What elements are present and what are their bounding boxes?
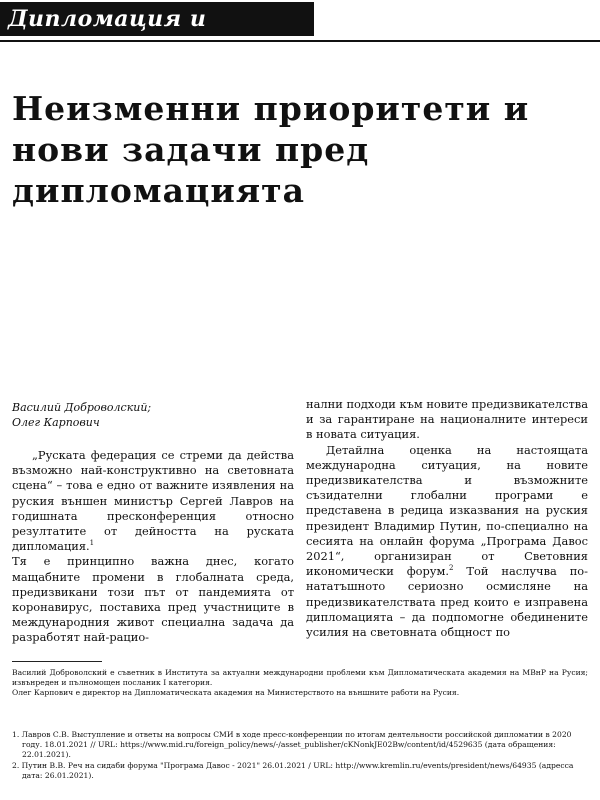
footnote-marker: 2: [449, 564, 454, 573]
body-column-left: [12, 448, 294, 646]
section-label: Дипломация и политика: [0, 2, 314, 36]
article-title: Неизменни приоритети и нови задачи пред дипломацията: [12, 89, 530, 210]
authors: [12, 400, 292, 430]
footnote-divider: [12, 661, 102, 662]
author-note: Олег Карпович е директор на Дипломатическата академия на Министерството на външните работи на Русия.: [12, 688, 460, 698]
footnote-marker: 1: [89, 539, 95, 548]
author-note: Василий Доброволский е съветник в Института за актуални международни проблеми към Дипломатическата академия на МВнР на Русия; извънреден и пълномощен посланик I категория.: [12, 668, 588, 688]
paragraph: [12, 448, 294, 554]
paragraph: нални подходи към новите предизвикателства и за гарантиране на националните интереси в новата ситуация.: [306, 397, 588, 442]
reference-item: 1. Лавров С.В. Выступление и ответы на вопросы СМИ в ходе пресс-конференции по итогам деятельности российской дипломатии в 2020 году. 18.01.2021 // URL: https://www.mid.ru/foreign_policy/news/-/asset_publisher/cKNonkJE02Bw/content/id/4529635 (дата обращения: 22.01.2021).: [12, 730, 572, 760]
paragraph-text: Той наслучва по-нататъшното сериозно осмисляне на предизвикателствата пред които е изправена дипломацията – да подпомогне обединените усилия на световната общност по: [306, 564, 588, 640]
paragraph: [306, 443, 588, 641]
author-2: Олег Карпович: [12, 416, 100, 429]
body-column-right: [306, 397, 588, 640]
references: [12, 730, 588, 781]
reference-item: 2. Путин В.В. Реч на сидаби форума "Програма Давос - 2021" 26.01.2021 / URL: http://www.kremlin.ru/events/president/news/64935 (адресса дата: 26.01.2021).: [12, 760, 574, 780]
paragraph-text: Детайлна оценка на настоящата международна ситуация, на новите предизвикателства и възможните съзидателни глобални програми е представена в редица изказвания на руския президент Владимир Путин, по-специално на сесията на онлайн форума „Програма Давос 2021“, организиран от Световния икономически форум.: [306, 442, 588, 579]
author-1: Василий Доброволский;: [12, 401, 152, 414]
paragraph: Тя е принципно важна днес, когато мащабните промени в глобалната среда, предизвикани този път от пандемията от коронавирус, поставиха пред участниците в международния живот специална задача да разработят най-рацио-: [12, 554, 294, 645]
section-header: [0, 0, 600, 66]
author-notes: [12, 668, 588, 699]
paragraph-text: „Руската федерация се стреми да действа възможно най-конструктивно на световната сцена“ – това е едно от важните изявления на руския външен министър Сергей Лавров на годишната пресконференция относно резултатите от дейността на руската дипломация.: [12, 448, 294, 554]
